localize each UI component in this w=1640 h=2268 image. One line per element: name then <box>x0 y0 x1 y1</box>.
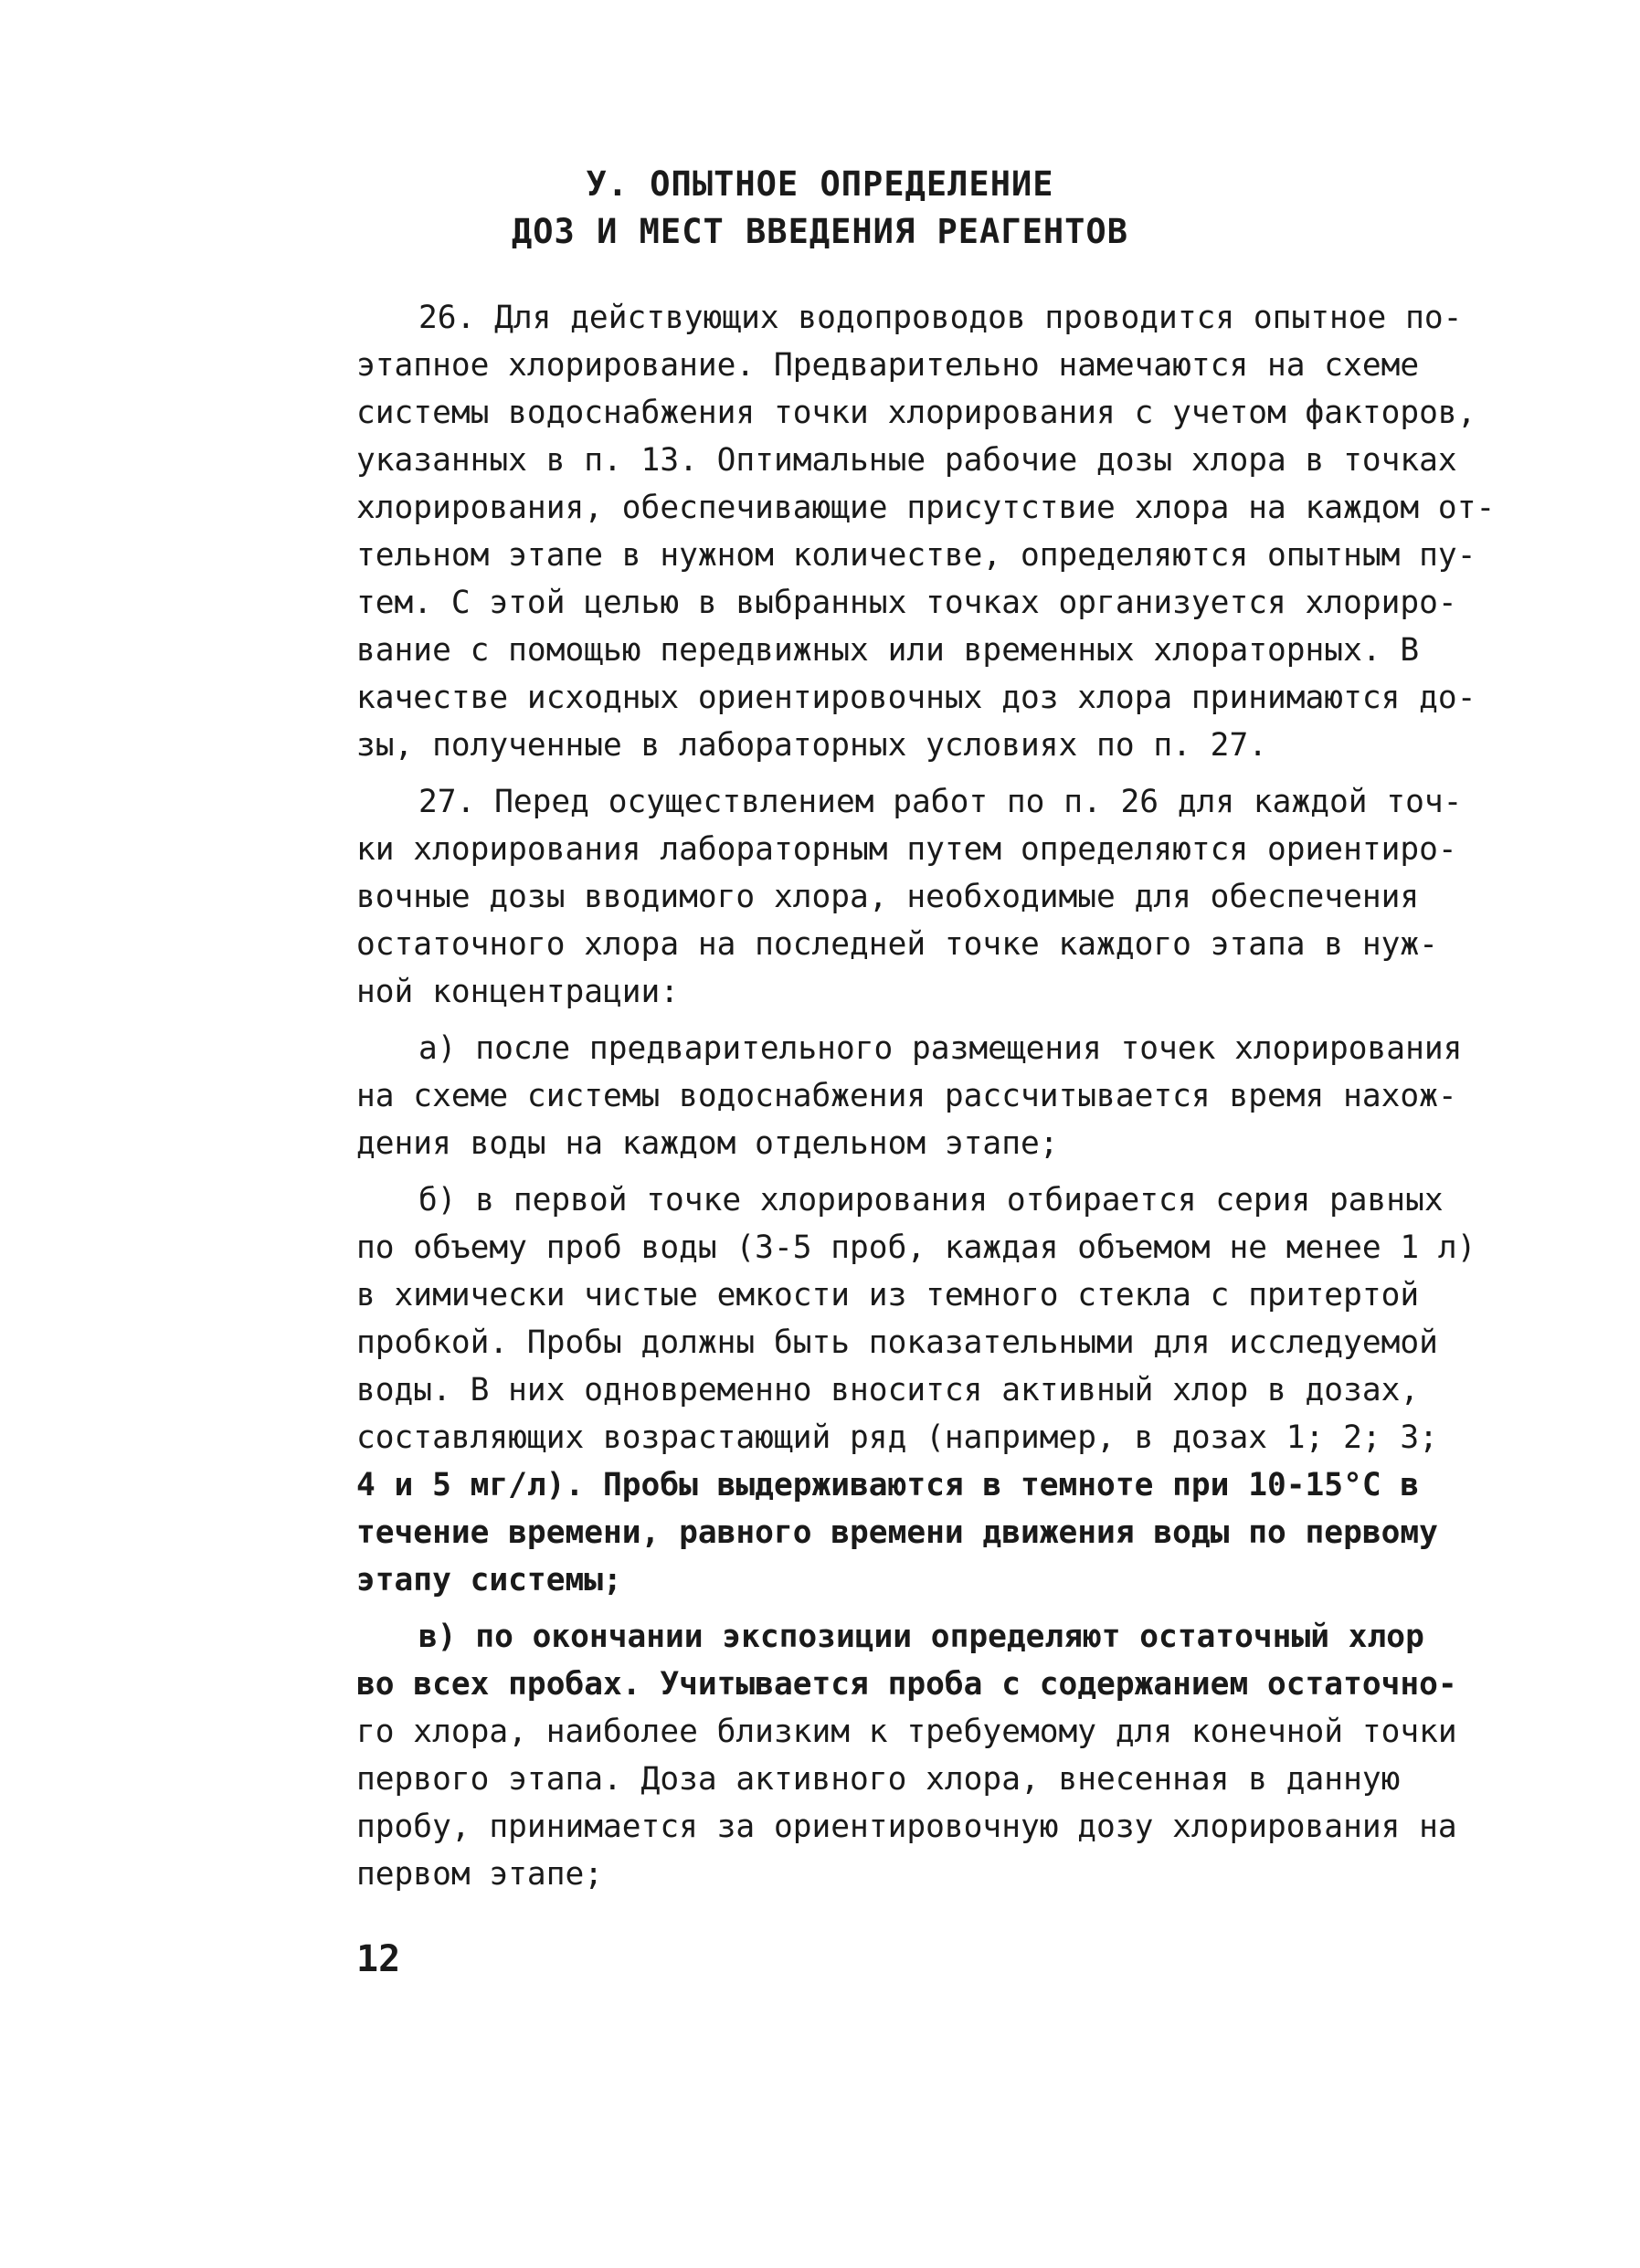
text-line: ной концентрации: <box>356 974 680 1010</box>
text-line: остаточного хлора на последней точке каждого этапа в нуж- <box>356 926 1438 963</box>
paragraph-27 <box>356 778 1535 1016</box>
text-line: ки хлорирования лабораторным путем определяются ориентиро- <box>356 831 1457 868</box>
page-number: 12 <box>356 1938 401 1980</box>
text-line: указанных в п. 13. Оптимальные рабочие дозы хлора в точках <box>356 442 1457 479</box>
text-line: системы водоснабжения точки хлорирования с учетом факторов, <box>356 395 1476 431</box>
text-line: первом этапе; <box>356 1856 604 1893</box>
text-line: на схеме системы водоснабжения рассчитывается время нахож- <box>356 1078 1457 1114</box>
list-item-b <box>356 1176 1535 1604</box>
text-line: 26. Для действующих водопроводов проводится опытное по- <box>418 300 1463 336</box>
text-line: пробкой. Пробы должны быть показательными для исследуемой <box>356 1324 1438 1361</box>
text-line: в) по окончании экспозиции определяют остаточный хлор <box>418 1619 1424 1655</box>
text-line: хлорирования, обеспечивающие присутствие хлора на каждом от- <box>356 490 1496 526</box>
text-line: этапу системы; <box>356 1562 622 1598</box>
section-heading-line-1: У. ОПЫТНОЕ ОПРЕДЕЛЕНИЕ <box>586 164 1054 204</box>
text-line: течение времени, равного времени движения воды по первому <box>356 1514 1438 1551</box>
text-line: вание с помощью передвижных или временных хлораторных. В <box>356 632 1420 669</box>
section-heading-line-2: ДОЗ И МЕСТ ВВЕДЕНИЯ РЕАГЕНТОВ <box>511 212 1128 251</box>
text-line: вочные дозы вводимого хлора, необходимые для обеспечения <box>356 879 1420 915</box>
text-line: этапное хлорирование. Предварительно намечаются на схеме <box>356 347 1420 384</box>
text-line: 27. Перед осуществлением работ по п. 26 для каждой точ- <box>418 784 1463 820</box>
paragraph-26 <box>356 294 1535 769</box>
list-item-a <box>356 1025 1535 1167</box>
text-line: в химически чистые емкости из темного стекла с притертой <box>356 1277 1420 1313</box>
text-line: б) в первой точке хлорирования отбирается серия равных <box>418 1182 1444 1218</box>
text-line: воды. В них одновременно вносится активный хлор в дозах, <box>356 1372 1420 1408</box>
text-line: дения воды на каждом отдельном этапе; <box>356 1125 1059 1162</box>
text-line: во всех пробах. Учитывается проба с содержанием остаточно- <box>356 1666 1457 1703</box>
list-item-v <box>356 1613 1535 1898</box>
text-line: тельном этапе в нужном количестве, определяются опытным пу- <box>356 537 1476 574</box>
text-line: го хлора, наиболее близким к требуемому для конечной точки <box>356 1714 1457 1750</box>
text-line: зы, полученные в лабораторных условиях по п. 27. <box>356 727 1267 764</box>
text-line: качестве исходных ориентировочных доз хлора принимаются до- <box>356 680 1476 716</box>
text-line: первого этапа. Доза активного хлора, внесенная в данную <box>356 1761 1401 1798</box>
text-line: тем. С этой целью в выбранных точках организуется хлориро- <box>356 585 1457 621</box>
text-line: пробу, принимается за ориентировочную дозу хлорирования на <box>356 1809 1457 1845</box>
body-text <box>356 294 1535 1898</box>
text-line: по объему проб воды (3-5 проб, каждая объемом не менее 1 л) <box>356 1229 1476 1266</box>
text-line: составляющих возрастающий ряд (например, в дозах 1; 2; 3; <box>356 1419 1438 1456</box>
text-line: а) после предварительного размещения точек хлорирования <box>418 1030 1463 1067</box>
text-line: 4 и 5 мг/л). Пробы выдерживаются в темноте при 10-15°С в <box>356 1467 1420 1503</box>
